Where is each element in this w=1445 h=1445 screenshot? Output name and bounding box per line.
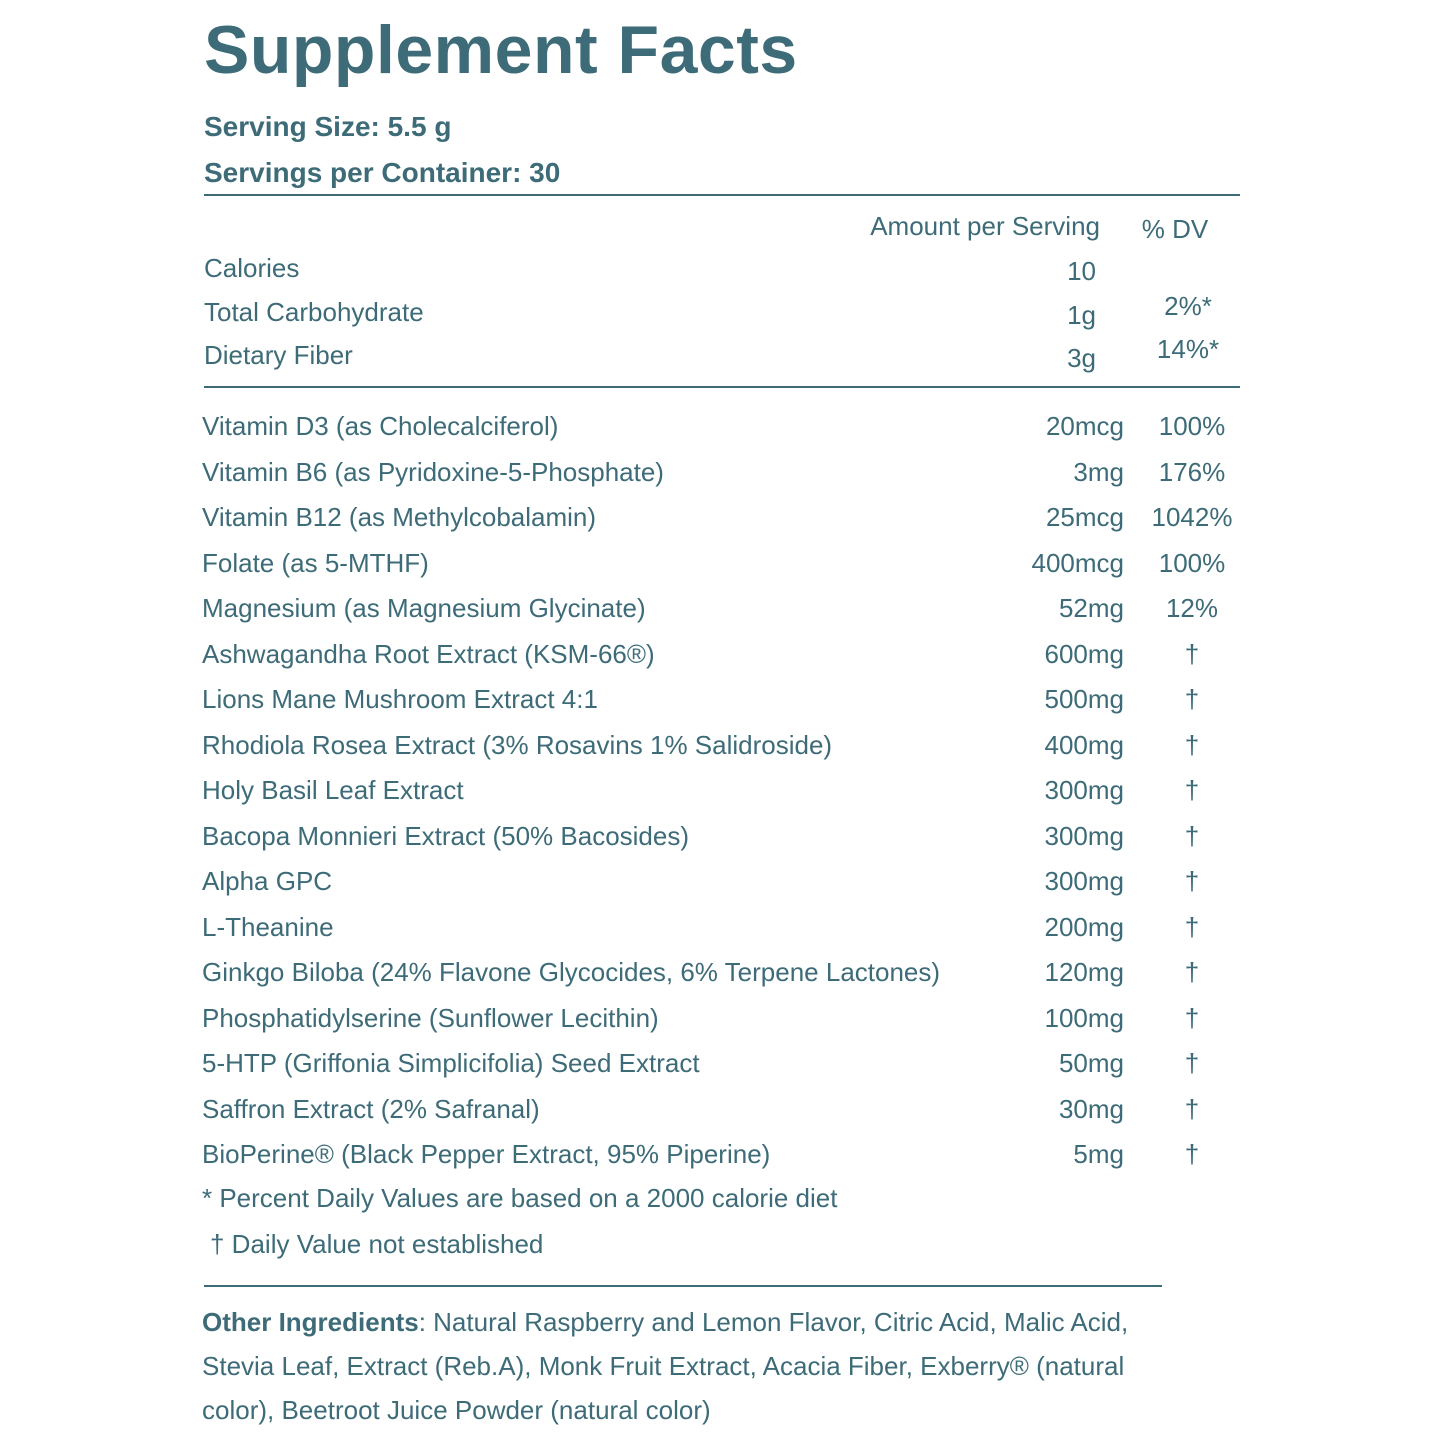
nutrient-dv: † (1184, 684, 1200, 714)
page-title: Supplement Facts (204, 12, 798, 88)
footnote-dagger: † Daily Value not established (210, 1229, 544, 1259)
nutrient-dv: † (1184, 639, 1200, 669)
nutrient-dv: † (1184, 1094, 1200, 1124)
nutrient-name: Folate (as 5-MTHF) (202, 548, 429, 578)
nutrient-amount: 25mcg (1045, 502, 1124, 532)
nutrient-amount: 120mg (1044, 957, 1124, 987)
nutrient-amount: 300mg (1044, 821, 1124, 851)
serving-size: Serving Size: 5.5 g (204, 111, 452, 142)
nutrient-dv: † (1184, 1003, 1200, 1033)
bottom-divider (204, 1285, 1162, 1287)
nutrient-amount: 3mg (1073, 457, 1124, 487)
fact-amount: 1g (1067, 300, 1096, 330)
nutrient-amount: 52mg (1058, 593, 1124, 623)
fact-amount: 3g (1067, 343, 1096, 373)
nutrient-name: Vitamin B12 (as Methylcobalamin) (202, 502, 597, 532)
nutrient-amount: 20mcg (1045, 411, 1124, 441)
mid-divider (204, 386, 1240, 388)
nutrient-name: Alpha GPC (202, 866, 333, 896)
nutrient-amount: 300mg (1044, 866, 1124, 896)
nutrient-name: L-Theanine (202, 912, 334, 942)
other-ingredients (202, 1300, 1202, 1432)
nutrient-dv: † (1184, 866, 1200, 896)
fact-dv: 2%* (1164, 291, 1212, 321)
fact-name: Total Carbohydrate (204, 297, 424, 327)
nutrient-dv: † (1184, 821, 1200, 851)
nutrient-dv: 100% (1158, 411, 1226, 441)
nutrient-name: BioPerine® (Black Pepper Extract, 95% Piperine) (202, 1139, 771, 1169)
nutrient-amount: 300mg (1044, 775, 1124, 805)
nutrient-dv: 1042% (1151, 502, 1233, 532)
nutrient-name: Phosphatidylserine (Sunflower Lecithin) (202, 1003, 659, 1033)
nutrient-amount: 500mg (1044, 684, 1124, 714)
nutrient-amount: 50mg (1058, 1048, 1124, 1078)
servings-per-container: Servings per Container: 30 (204, 157, 561, 188)
nutrient-dv: 100% (1158, 548, 1226, 578)
nutrient-amount: 400mcg (1031, 548, 1124, 578)
nutrient-name: Holy Basil Leaf Extract (202, 775, 464, 805)
nutrient-name: Ashwagandha Root Extract (KSM-66®) (202, 639, 655, 669)
nutrient-amount: 100mg (1044, 1003, 1124, 1033)
nutrient-dv: † (1184, 1048, 1200, 1078)
nutrient-name: Lions Mane Mushroom Extract 4:1 (202, 684, 598, 714)
nutrient-name: Bacopa Monnieri Extract (50% Bacosides) (202, 821, 690, 851)
amount-per-serving-header: Amount per Serving (870, 211, 1100, 241)
other-ingredients-label: Other Ingredients (202, 1307, 419, 1337)
fact-name: Calories (204, 253, 300, 283)
nutrient-dv: † (1184, 957, 1200, 987)
fact-name: Dietary Fiber (204, 340, 353, 370)
nutrient-dv: † (1184, 1139, 1200, 1169)
nutrient-dv: † (1184, 912, 1200, 942)
nutrient-amount: 5mg (1073, 1139, 1124, 1169)
nutrient-dv: 12% (1165, 593, 1219, 623)
fact-dv: 14%* (1156, 334, 1220, 364)
nutrient-dv: † (1184, 775, 1200, 805)
other-ingredients-text: : Natural Raspberry and Lemon Flavor, Citric Acid, Malic Acid, Stevia Leaf, Extract (Reb.A), Monk Fruit Extract, Acacia Fiber, Exberry® (natural color), Beetroot Juice Powder (natural color) (202, 1307, 1129, 1425)
nutrient-name: 5-HTP (Griffonia Simplicifolia) Seed Extract (202, 1048, 700, 1078)
fact-amount: 10 (1067, 256, 1096, 286)
nutrient-name: Vitamin D3 (as Cholecalciferol) (202, 411, 559, 441)
nutrient-amount: 400mg (1044, 730, 1124, 760)
dv-header: % DV (1141, 214, 1209, 244)
nutrient-amount: 600mg (1044, 639, 1124, 669)
nutrient-name: Ginkgo Biloba (24% Flavone Glycocides, 6% Terpene Lactones) (202, 957, 941, 987)
top-divider (204, 194, 1240, 196)
nutrient-amount: 30mg (1058, 1094, 1124, 1124)
nutrient-dv: 176% (1158, 457, 1226, 487)
nutrient-name: Rhodiola Rosea Extract (3% Rosavins 1% Salidroside) (202, 730, 833, 760)
nutrient-name: Magnesium (as Magnesium Glycinate) (202, 593, 646, 623)
nutrient-name: Saffron Extract (2% Safranal) (202, 1094, 540, 1124)
nutrient-name: Vitamin B6 (as Pyridoxine-5-Phosphate) (202, 457, 664, 487)
footnote-percent-dv: * Percent Daily Values are based on a 2000 calorie diet (202, 1183, 838, 1213)
nutrient-dv: † (1184, 730, 1200, 760)
nutrient-amount: 200mg (1044, 912, 1124, 942)
